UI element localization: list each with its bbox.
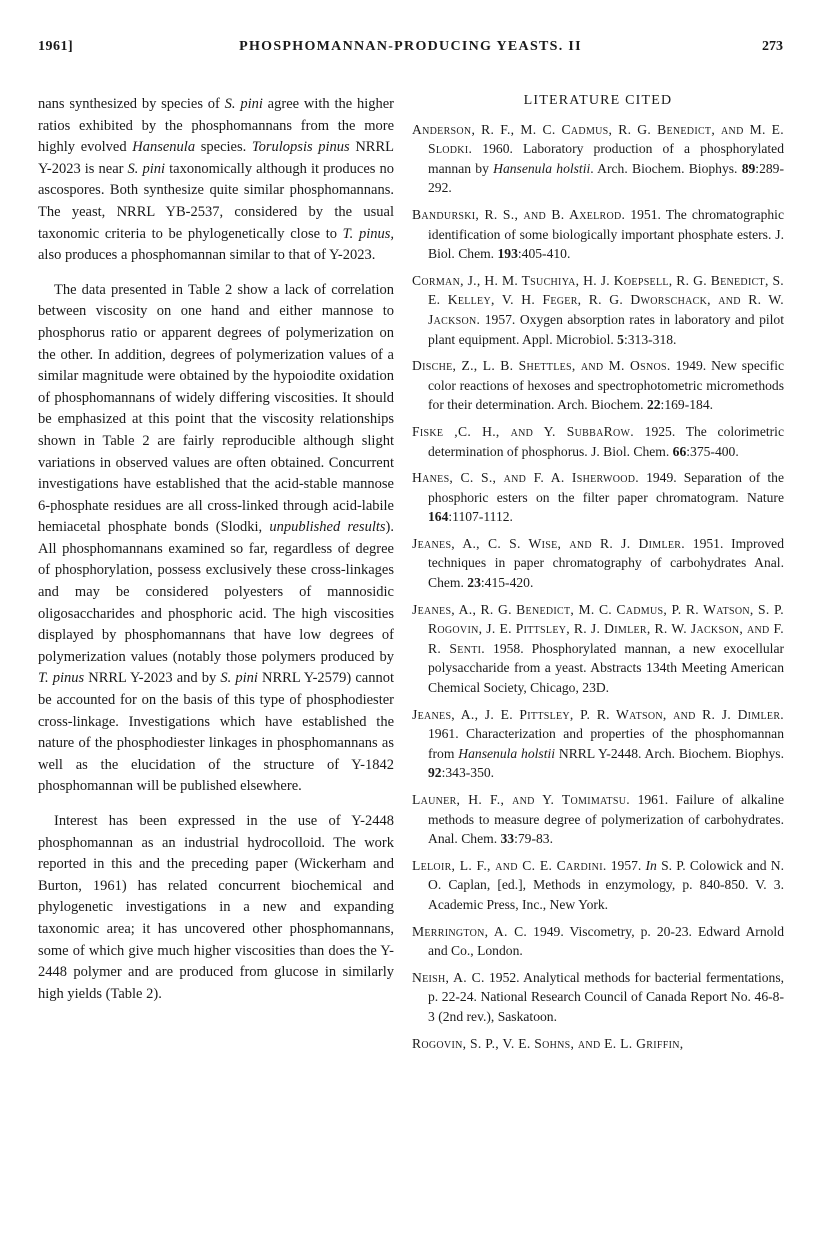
reference-authors: Anderson, R. F., M. C. Cadmus, R. G. Benedict, and M. E. Slodki. <box>412 121 784 157</box>
reference-vol: 5 <box>617 331 624 347</box>
running-header <box>38 39 783 61</box>
reference-pre: 1951. The chromatographic identification of some biologically important phosphate esters. J. Biol. Chem. <box>428 206 784 262</box>
reference-authors: Leloir, L. F., and C. E. Cardini. <box>412 857 607 873</box>
reference-authors: Jeanes, A., C. S. Wise, and R. J. Dimler. <box>412 535 685 551</box>
reference-italic: In <box>645 857 657 873</box>
reference-vol: 89 <box>741 160 756 176</box>
reference-authors: Rogovin, S. P., V. E. Sohns, and E. L. Griffin, <box>412 1035 684 1051</box>
reference-italic: Hansenula holstii <box>458 745 556 761</box>
reference-pre: 1951. Improved techniques in paper chromatography of carbohydrates Anal. Chem. <box>428 535 785 591</box>
reference-vol: 22 <box>646 397 661 413</box>
paragraph-2: The data presented in Table 2 show a lack of correlation between viscosity on one hand and either mannose to phosphorus ratio or apparent degrees of polymerization on the other. In addition, degrees of polymerization values of a similar magnitude were obtained by the hypoiodite oxidation of phosphomannans of widely differing viscosities. It should be emphasized at this point that the viscosity relationships shown in Table 2 are fairly reproducible although slight variations in observed values are often obtained. Concurrent investigations have established that the acid-stable mannose 6-phosphate residues are all cross-linked through acid-labile hemiacetal phosphate bonds (Slodki, unpublished results). All phosphomannans examined so far, regardless of degree of phosphorylation, possess exclusively these cross-linkages and may be considered polyesters of mannosidic oligosaccharides and phosphoric acid. The high viscosities displayed by phosphomannans that have low degrees of polymerization values (notably those polymers produced by T. pinus NRRL Y-2023 and by S. pini NRRL Y-2579) cannot be accounted for on the basis of this type of phosphodiester cross-linkage. Investigations which have established the nature of the phosphodiester linkages in phosphomannans as well as the elucidation of the structure of Y-1842 phosphomannan will be published elsewhere. <box>38 281 394 795</box>
reference-post: NRRL Y-2448. Arch. Biochem. Biophys. <box>555 745 784 761</box>
reference-pre: 1958. Phosphorylated mannan, a new exocellular polysaccharide from a yeast. Abstracts 134th Meeting American Chemical Society, Chicago, 23D. <box>428 640 785 696</box>
reference-entry <box>412 856 784 915</box>
reference-pre: 1949. New specific color reactions of hexoses and spectrophotometric micromethods for their determination. Arch. Biochem. <box>428 358 785 413</box>
reference-authors: Fiske ,C. H., and Y. SubbaRow. <box>412 423 634 439</box>
reference-pages: :79-83. <box>514 831 553 847</box>
reference-vol: 92 <box>428 765 442 781</box>
header-year: 1961] <box>38 39 74 54</box>
reference-pages: :289-292. <box>428 160 784 196</box>
reference-post: S. P. Colowick and N. O. Caplan, [ed.], Methods in enzymology, p. 840-850. V. 3. Academic Press, Inc., New York. <box>428 857 784 912</box>
literature-cited <box>412 91 784 1060</box>
reference-pre: 1961. Failure of alkaline methods to measure degree of polymerization of carbohydrates. Anal. Chem. <box>428 792 784 847</box>
reference-entry <box>412 600 784 698</box>
reference-authors: Corman, J., H. M. Tsuchiya, H. J. Koepsell, R. G. Benedict, S. E. Kelley, V. H. Feger, R. G. Dworschack, and R. W. Jackson. <box>412 272 784 327</box>
reference-authors: Bandurski, R. S., and B. Axelrod. <box>412 206 626 222</box>
reference-list <box>412 120 784 1054</box>
reference-vol: 164 <box>428 509 449 525</box>
reference-authors: Jeanes, A., J. E. Pittsley, P. R. Watson, and R. J. Dimler. <box>412 706 784 722</box>
body-column <box>38 94 394 1005</box>
reference-pre: 1961. Characterization and properties of the phosphomannan from <box>428 726 784 761</box>
header-title: PHOSPHOMANNAN-PRODUCING YEASTS. II <box>239 39 582 54</box>
reference-entry <box>412 705 784 783</box>
reference-pre: 1925. The colorimetric determination of phosphorus. J. Biol. Chem. <box>428 423 784 459</box>
reference-entry <box>412 790 784 849</box>
reference-entry <box>412 1034 784 1054</box>
section-heading: LITERATURE CITED <box>523 93 673 108</box>
page-number: 273 <box>762 39 783 54</box>
reference-pre: 1960. Laboratory production of a phosphorylated mannan by <box>428 141 784 176</box>
reference-pages: :1107-1112. <box>448 509 513 525</box>
reference-entry <box>412 468 784 527</box>
reference-pre: 1952. Analytical methods for bacterial fermentations, p. 22-24. National Research Council of Canada Report No. 46-8-3 (2nd rev.), Saskatoon. <box>428 969 785 1024</box>
reference-pages: :415-420. <box>480 575 534 591</box>
reference-authors: Launer, H. F., and Y. Tomimatsu. <box>412 792 630 807</box>
reference-authors: Dische, Z., L. B. Shettles, and M. Osnos. <box>412 358 671 374</box>
reference-entry <box>412 922 784 961</box>
reference-entry <box>412 356 784 415</box>
reference-pre: 1957. Oxygen absorption rates in laboratory and pilot plant equipment. Appl. Microbiol. <box>428 311 784 347</box>
reference-pre: 1949. Separation of the phosphoric esters on the filter paper chromatogram. Nature <box>428 470 784 505</box>
reference-pre: 1957. <box>606 857 646 873</box>
reference-italic: Hansenula holstii <box>493 160 591 176</box>
reference-entry <box>412 205 784 264</box>
reference-authors: Jeanes, A., R. G. Benedict, M. C. Cadmus, P. R. Watson, S. P. Rogovin, J. E. Pittsley, R. J. Dimler, R. W. Jackson, and F. R. Senti. <box>412 601 784 656</box>
reference-entry <box>412 534 784 593</box>
reference-entry <box>412 120 784 198</box>
reference-entry <box>412 968 784 1027</box>
reference-pages: :343-350. <box>441 765 495 781</box>
reference-vol: 193 <box>497 246 518 262</box>
reference-pages: :405-410. <box>517 246 571 262</box>
reference-authors: Merrington, A. C. <box>412 923 528 939</box>
reference-post: . Arch. Biochem. Biophys. <box>590 160 742 176</box>
reference-vol: 66 <box>672 443 687 459</box>
reference-authors: Hanes, C. S., and F. A. Isherwood. <box>412 470 639 486</box>
reference-vol: 23 <box>467 575 481 591</box>
reference-pages: :313-318. <box>623 331 677 347</box>
paragraph-1: nans synthesized by species of S. pini agree with the higher ratios exhibited by the phosphomannans from the more highly evolved Hansenula species. Torulopsis pinus NRRL Y-2023 is near S. pini taxonomically although it produces no ascospores. Both synthesize quite similar phosphomannans. The yeast, NRRL YB-2537, considered by the usual taxonomic criteria to be phylogenetically close to T. pinus, also produces a phosphomannan similar to that of Y-2023. <box>38 96 395 264</box>
paragraph-3: Interest has been expressed in the use of Y-2448 phosphomannan as an industrial hydrocolloid. The work reported in this and the preceding paper (Wickerham and Burton, 1961) has related concurrent biochemical and phylogenetic investigations in a new and expanding taxonomic area; it has uncovered other phosphomannans, some of which give much higher viscosities than does the Y-2448 polymer and are produced from glucose in similarly high yields (Table 2). <box>38 813 394 1002</box>
reference-authors: Neish, A. C. <box>412 969 485 985</box>
reference-pre: 1949. Viscometry, p. 20-23. Edward Arnold and Co., London. <box>428 923 785 959</box>
reference-pages: :169-184. <box>660 397 714 413</box>
reference-entry <box>412 422 784 461</box>
reference-entry <box>412 271 784 349</box>
reference-vol: 33 <box>500 831 515 847</box>
reference-pages: :375-400. <box>686 443 739 459</box>
